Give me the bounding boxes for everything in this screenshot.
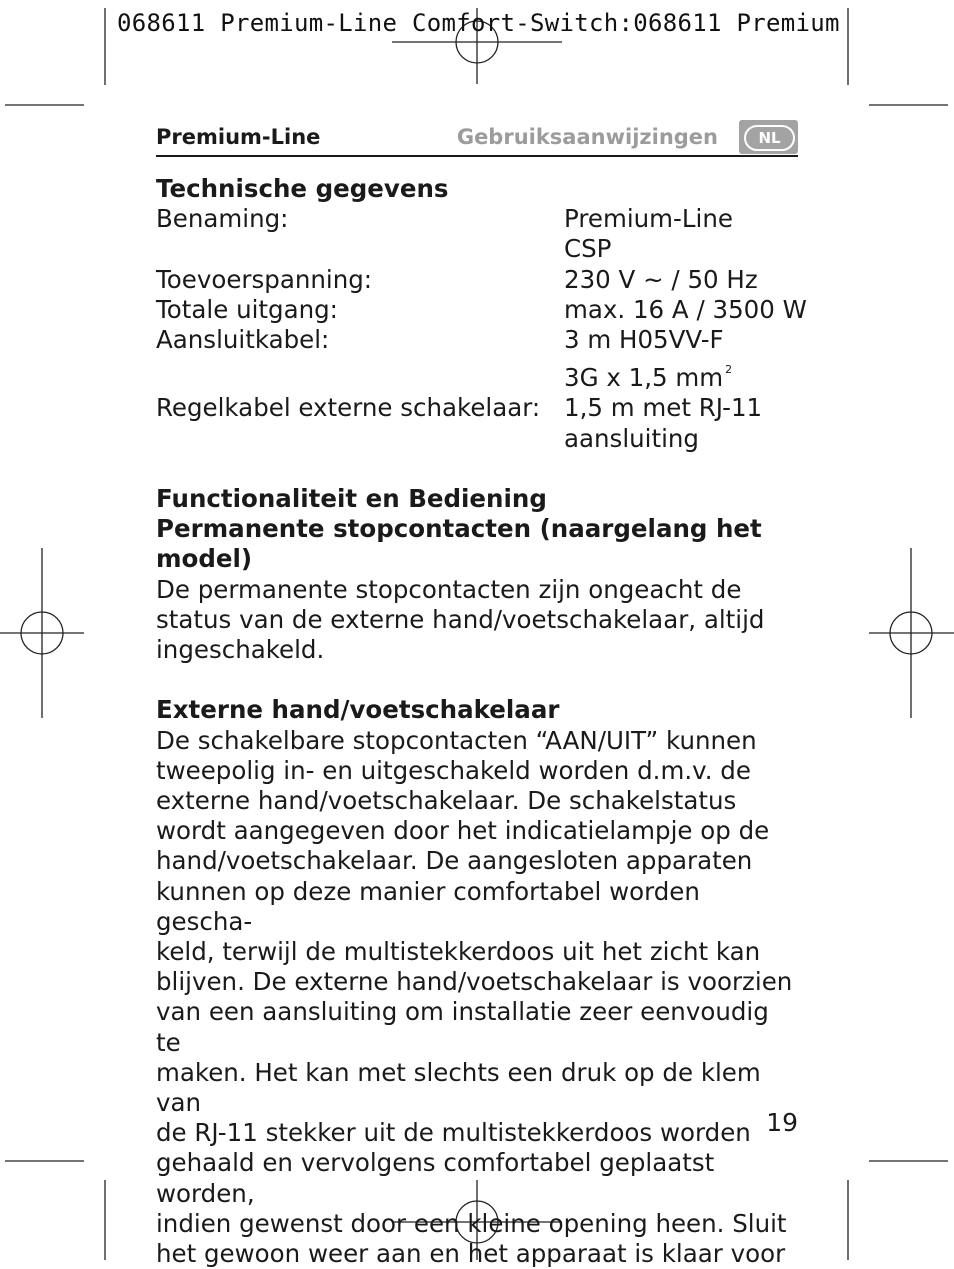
- spec-label: Totale uitgang:: [156, 294, 338, 324]
- text-line: status van de externe hand/voetschakelaar, altijd: [156, 604, 765, 634]
- language-badge: [739, 120, 798, 154]
- header-rule: [156, 155, 798, 157]
- text-line: het gewoon weer aan en het apparaat is klaar voor: [156, 1239, 786, 1269]
- page-header: [156, 118, 798, 156]
- text-line: hand/voetschakelaar. De aangesloten apparaten: [156, 846, 753, 876]
- specs-heading: Technische gegevens: [156, 174, 449, 203]
- spec-label: Toevoerspanning:: [156, 264, 373, 294]
- registration-mark-left: [0, 548, 84, 718]
- spec-value-line: 3 m H05VV-F: [564, 325, 724, 355]
- language-badge-label: NL: [744, 125, 795, 151]
- paragraph: [156, 575, 798, 666]
- spec-value-line: 1,5 m met RJ-11: [564, 393, 763, 423]
- header-product-name: Premium-Line: [156, 125, 321, 149]
- spec-label: Regelkabel externe schakelaar:: [156, 393, 541, 423]
- section-heading: Functionaliteit en Bediening: [156, 484, 547, 514]
- text-line: gehaald en vervolgens comfortabel geplaatst worden,: [156, 1148, 715, 1208]
- spec-row: [156, 294, 807, 325]
- spec-label: Benaming:: [156, 204, 289, 234]
- text-line: wordt aangegeven door het indicatielampje op de: [156, 816, 770, 846]
- spec-value-line: aansluiting: [564, 423, 699, 453]
- text-line: De permanente stopcontacten zijn ongeacht de: [156, 574, 742, 604]
- text-line: De schakelbare stopcontacten “AAN/UIT” kunnen: [156, 725, 757, 755]
- page-number: 19: [766, 1108, 798, 1137]
- text-line: van een aansluiting om installatie zeer eenvoudig te: [156, 997, 769, 1057]
- text-line: indien gewenst door een kleine opening heen. Sluit: [156, 1208, 787, 1238]
- spec-row: [156, 325, 798, 393]
- spec-label: Aansluitkabel:: [156, 325, 330, 355]
- section-heading: Externe hand/voetschakelaar: [156, 695, 560, 725]
- spec-row: [156, 265, 798, 295]
- header-section-title: Gebruiksaanwijzingen: [456, 125, 718, 149]
- text-line: kunnen op deze manier comfortabel worden gescha-: [156, 876, 700, 936]
- spec-value: [564, 393, 798, 453]
- spec-value-line: CSP: [564, 234, 612, 264]
- spec-value-line: [564, 355, 798, 393]
- spec-row: [156, 393, 798, 453]
- spec-value-line: Premium-Line: [564, 204, 733, 234]
- text-line: keld, terwijl de multistekkerdoos uit het zicht kan: [156, 937, 761, 967]
- spec-value-text: 3G x 1,5 mm: [564, 363, 724, 393]
- printer-slug-line: 068611 Premium-Line Comfort-Switch:068611 Premium: [117, 9, 840, 37]
- registration-mark-right: [869, 548, 954, 718]
- page-content: [156, 174, 807, 1269]
- text-line: tweepolig in- en uitgeschakeld worden d.m.v. de: [156, 755, 751, 785]
- superscript: 2: [725, 363, 733, 377]
- paragraph: [156, 726, 798, 1269]
- text-line: ingeschakeld.: [156, 635, 325, 665]
- text-line: blijven. De externe hand/voetschakelaar is voorzien: [156, 967, 793, 997]
- text-line: de RJ-11 stekker uit de multistekkerdoos worden: [156, 1118, 751, 1148]
- text-line: externe hand/voetschakelaar. De schakelstatus: [156, 786, 737, 816]
- spec-value: 230 V ~ / 50 Hz: [564, 264, 758, 294]
- section-subheading: Permanente stopcontacten (naargelang het model): [156, 514, 762, 574]
- spec-value: max. 16 A / 3500 W: [564, 294, 807, 324]
- spec-value: [564, 204, 798, 264]
- spec-row: [156, 204, 798, 264]
- text-line: maken. Het kan met slechts een druk op de klem van: [156, 1057, 761, 1118]
- spec-value: [564, 325, 798, 393]
